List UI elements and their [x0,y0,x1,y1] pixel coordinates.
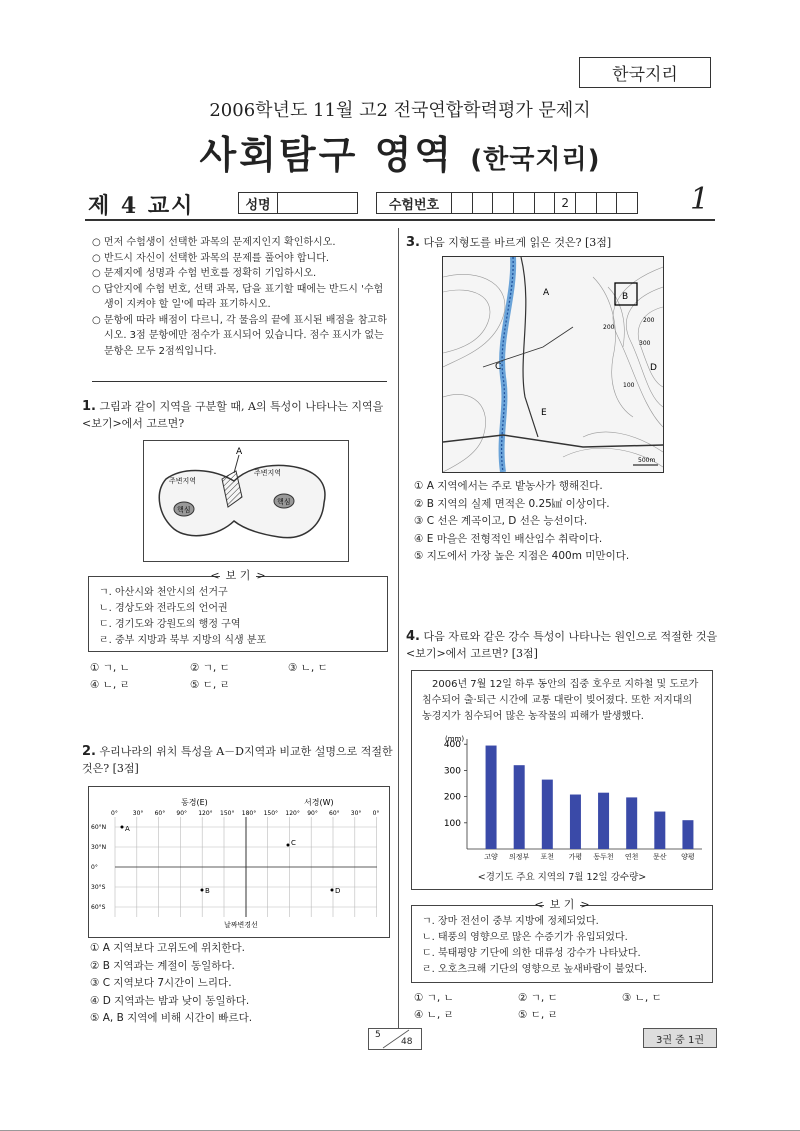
q1-number: 1. [82,399,96,414]
q2-answers [90,940,390,1028]
name-box [238,192,358,214]
main-title [0,124,800,179]
option[interactable]: ④ ㄴ, ㄹ [414,1009,454,1021]
map-label-b: B [622,292,629,302]
number-cell[interactable] [535,193,556,213]
label-core: 핵심 [177,506,191,514]
topo-map [442,256,664,473]
x-tick-label: 의정부 [509,853,530,861]
number-cell[interactable] [514,193,535,213]
option[interactable]: ⑤ A, B 지역에 비해 시간이 빠르다. [90,1012,253,1024]
map-label-d: D [650,363,657,373]
period-label: 제 4 교시 [88,193,195,219]
number-cell[interactable] [617,193,637,213]
option[interactable]: ① ㄱ, ㄴ [90,662,130,674]
instruction-item: ○ 문제지에 성명과 수험 번호를 정확히 기입하시오. [92,268,317,279]
lat-tick-label: 60°N [91,824,107,831]
instruction-item: ○ 문항에 따라 배점이 다르니, 각 물음의 끝에 표시된 배점을 참고하시오. 3점 문항에만 점수가 표시되어 있습니다. 점수 표시가 없는 문항은 모두 2점씩입니다. [92,314,387,357]
label-a: A [236,447,243,457]
number-cell[interactable] [473,193,494,213]
exam-title: 2006학년도 11월 고2 전국연합학력평가 문제지 [209,100,591,121]
lon-tick-label: 150° [263,810,279,817]
q2-number: 2. [82,744,96,759]
bogi-item: ㄹ. 중부 지방과 북부 지방의 식생 분포 [99,635,267,646]
q1-bogi-box [88,569,388,652]
q4-bogi-box [411,898,713,983]
rainfall-chart [412,729,712,869]
label-periphery: 주변지역 [169,477,197,485]
lon-tick-label: 120° [198,810,213,817]
instructions-divider [92,381,387,382]
number-cell[interactable] [597,193,618,213]
number-cell[interactable] [493,193,514,213]
x-tick-label: 문산 [653,853,667,861]
option[interactable]: ② B 지역과는 계절이 동일하다. [90,959,235,972]
x-tick-label: 동두천 [593,853,614,861]
contour-label: 300 [639,340,651,347]
map-label-e: E [541,408,547,418]
option[interactable]: ④ E 마을은 전형적인 배산임수 취락이다. [414,532,603,545]
q4-stem: 다음 자료와 같은 강수 특성이 나타나는 원인으로 적절한 것을 <보기>에서 고르면? [3점] [406,630,718,660]
q4-passage: 2006년 7월 12일 하루 동안의 집중 호우로 지하철 및 도로가 침수되어 출·퇴근 시간에 교통 대란이 빚어졌다. 또한 저지대의 농경지가 침수되어 많은 농작물의 피해가 발생했다. [422,679,699,722]
instruction-item: ○ 답안지에 수험 번호, 선택 과목, 답을 표기할 때에는 반드시 '수험생이 지켜야 할 일'에 따라 표기하시오. [92,283,384,310]
option[interactable]: ③ ㄴ, ㄷ [288,662,328,674]
number-cell[interactable] [452,193,473,213]
main-title-text: 사회탐구 영역 [199,133,454,177]
lon-tick-label: 60° [329,810,340,817]
subject-box: 한국지리 [579,57,711,88]
instruction-item: ○ 반드시 자신이 선택한 과목의 문제를 풀어야 합니다. [92,252,330,264]
bar [514,765,525,849]
page-number: 1 [690,182,710,217]
bar [598,793,609,849]
option[interactable]: ① A 지역에서는 주로 밭농사가 행해진다. [414,480,603,492]
number-cell[interactable] [576,193,597,213]
region-diagram [144,441,348,561]
label-periphery: 주변지역 [254,469,282,477]
q2-grid-figure [88,786,390,938]
x-tick-label: 양평 [681,853,695,861]
point-b: B [205,887,210,895]
option[interactable]: ③ ㄴ, ㄷ [622,992,662,1004]
option[interactable]: ④ D 지역과는 밤과 낮이 동일하다. [90,994,250,1007]
x-tick-label: 연천 [624,853,639,861]
number-label: 수험번호 [377,193,452,213]
option[interactable]: ② ㄱ, ㄷ [190,662,230,674]
instructions [92,235,392,359]
bogi-item: ㄱ. 아산시와 천안시의 선거구 [99,587,228,598]
point-a: A [125,825,130,833]
lon-tick-label: 120° [285,810,300,817]
q3-stem: 다음 지형도를 바르게 읽은 것은? [3점] [423,236,612,249]
number-cell[interactable]: 2 [555,193,576,213]
bar [682,820,693,849]
q4-text [406,628,718,662]
page-current: 5 [375,1030,381,1040]
q3-answers [414,478,714,566]
y-tick-label: 100 [443,818,461,829]
bogi-item: ㄷ. 경기도와 강원도의 행정 구역 [99,619,241,630]
lat-lon-grid [89,787,389,937]
lon-tick-label: 150° [220,810,235,817]
bogi-item: ㄹ. 오호츠크해 기단의 영향으로 높새바람이 불었다. [422,964,648,975]
bogi-item: ㄴ. 경상도와 전라도의 언어권 [99,603,228,614]
chart-caption: <경기도 주요 지역의 7월 12일 강수량> [477,872,647,883]
number-box [376,192,638,214]
y-axis-unit: (mm) [445,735,465,743]
lat-tick-label: 0° [91,864,98,871]
bar [570,795,581,849]
main-title-sub: (한국지리) [470,145,601,175]
lat-tick-label: 60°S [91,904,106,911]
contour-label: 100 [623,382,635,389]
bogi-item: ㄴ. 태풍의 영향으로 많은 수증기가 유입되었다. [422,932,628,943]
q4-data-box [411,670,713,890]
bar [626,797,637,849]
lat-tick-label: 30°N [91,844,107,851]
q1-options [90,660,390,694]
map-label-c: C [495,362,502,372]
east-label: 동경(E) [181,798,208,807]
q1-text [82,398,392,432]
x-tick-label: 포천 [540,853,555,861]
y-tick-label: 200 [443,792,461,803]
bogi-item: ㄱ. 장마 전선이 중부 지방에 정체되었다. [422,916,599,927]
column-divider [398,228,399,1028]
west-label: 서경(W) [304,798,334,807]
label-core: 핵심 [277,498,291,506]
bogi-title: < 보 기 > [210,569,266,582]
header-divider [85,219,715,221]
topo-map-svg [443,257,663,472]
option[interactable]: ① A 지역보다 고위도에 위치한다. [90,942,245,954]
point-c: C [291,839,296,847]
option[interactable]: ⑤ ㄷ, ㄹ [518,1009,558,1021]
y-tick-label: 300 [443,766,461,777]
option[interactable]: ④ ㄴ, ㄹ [90,679,130,691]
option[interactable]: ③ C 선은 계곡이고, D 선은 능선이다. [414,515,588,527]
option[interactable]: ② B 지역의 실제 면적은 0.25㎢ 이상이다. [414,497,610,510]
lon-tick-label: 90° [176,810,188,817]
date-line-label: 날짜변경선 [224,921,258,929]
lon-tick-label: 30° [132,810,144,817]
name-label: 성명 [239,193,278,213]
q2-text [82,743,394,777]
bogi-title: < 보 기 > [534,898,590,911]
q4-number: 4. [406,629,420,644]
map-label-a: A [543,288,550,298]
option[interactable]: ② ㄱ, ㄷ [518,992,558,1004]
q3-text [406,234,716,251]
q1-figure [143,440,349,562]
bar [486,746,497,849]
x-tick-label: 가평 [568,853,583,861]
page-total: 48 [401,1037,413,1047]
bar [542,780,553,849]
instruction-item: ○ 먼저 수험생이 선택한 과목의 문제지인지 확인하시오. [92,237,336,248]
footer-volume: 3권 중 1권 [643,1028,717,1048]
lon-tick-label: 90° [307,810,318,817]
contour-label: 200 [603,324,615,331]
y-tick-label: 400 [443,740,461,751]
q1-stem: 그림과 같이 지역을 구분할 때, A의 특성이 나타나는 지역을 <보기>에서 고르면? [82,400,384,430]
lon-tick-label: 180° [241,810,257,817]
point-d: D [335,887,341,895]
footer-page-number [368,1028,422,1050]
lon-tick-label: 30° [350,810,362,817]
lon-tick-label: 0° [372,810,380,817]
contour-label: 200 [643,317,655,324]
lon-tick-label: 60° [154,810,166,817]
option[interactable]: ③ C 지역보다 7시간이 느리다. [90,977,232,989]
q4-options [414,990,714,1024]
option[interactable]: ⑤ ㄷ, ㄹ [190,679,230,691]
lon-tick-label: 0° [111,810,118,817]
bogi-item: ㄷ. 북태평양 기단에 의한 대류성 강수가 나타났다. [422,948,641,959]
x-tick-label: 고양 [484,853,498,861]
option[interactable]: ① ㄱ, ㄴ [414,992,454,1004]
q2-stem: 우리나라의 위치 특성을 A－D지역과 비교한 설명으로 적절한 것은? [3점] [82,745,393,775]
bar [654,812,665,849]
option[interactable]: ⑤ 지도에서 가장 높은 지점은 400m 미만이다. [414,550,630,562]
name-field[interactable] [278,193,357,213]
lat-tick-label: 30°S [91,884,106,891]
q3-number: 3. [406,235,420,250]
scale-label: 500m [638,457,656,464]
